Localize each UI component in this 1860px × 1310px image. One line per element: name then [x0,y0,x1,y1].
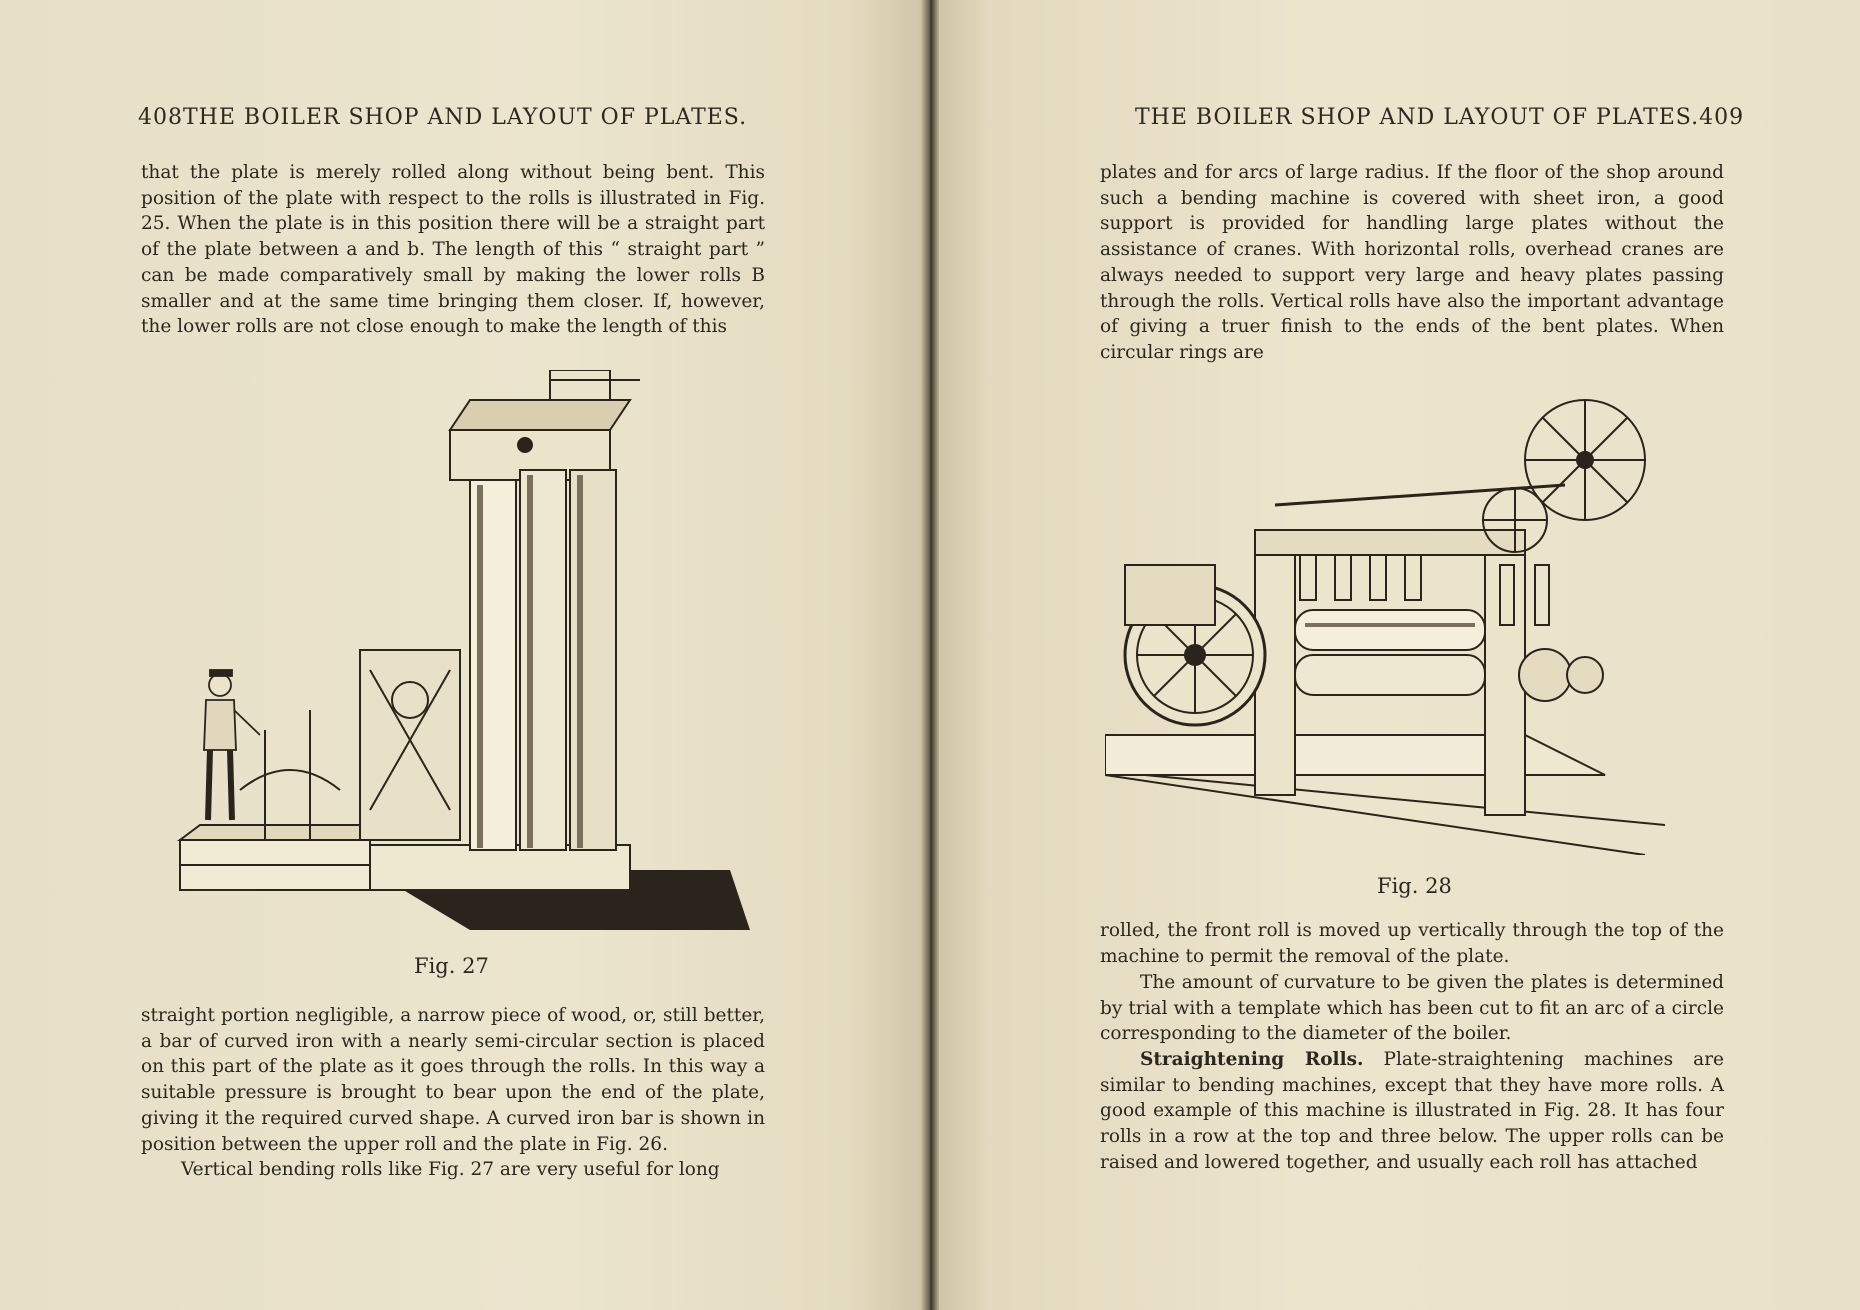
left-paragraph-bottom-1: straight portion negligible, a narrow piece of wood, or, still better, a bar of curved iron with a nearly semi-circular section is placed on this part of the plate as it goes through the rolls. In this way a suitable pressure is brought to bear upon the end of the plate, giving it the required curved shape. A curved iron bar is shown in position between the upper roll and the plate in Fig. 26. [141,1005,765,1155]
control-lever-arc [240,770,340,790]
roll-1 [470,480,516,850]
operator-arm [234,710,260,735]
top-gear-housing [550,370,610,400]
operator-head [209,674,231,696]
crosshead-top [450,400,630,430]
roll-3 [570,470,616,850]
upper-roll [1295,610,1485,650]
right-running-head: THE BOILER SHOP AND LAYOUT OF PLATES. [1135,105,1700,130]
top-beam [1255,530,1525,555]
roll-2 [520,470,566,850]
right-page-header [1135,105,1744,130]
right-paragraph-bottom-2 [1100,970,1724,1047]
platform-top [180,825,380,840]
right-paragraph-bottom-1: rolled, the front roll is moved up vertically through the top of the machine to permit the removal of the plate. [1100,920,1724,967]
operator-cap [210,670,232,676]
right-gear-2 [1567,657,1603,693]
handwheel-spokes [1525,400,1645,520]
right-paragraph-bottom-3-text: Plate-straightening machines are similar to bending machines, except that they have more rolls. A good example of this machine is illustrated in Fig. 28. It has four rolls in a row at the top and three below. The upper rolls can be raised and lowered together, and usually each roll has attached [1100,1049,1724,1173]
left-paragraph-bottom-2 [141,1157,765,1183]
bed-front [1105,735,1525,775]
left-page-number: 408 [138,105,183,130]
vertical-rolls-drawing [180,370,750,930]
right-page-number: 409 [1699,105,1745,130]
crosshead-bolt [518,438,532,452]
operator-figure [204,670,260,820]
book-gutter [921,0,939,1310]
fig-27-caption: Fig. 27 [414,954,489,978]
right-page [935,0,1860,1310]
fig-28-illustration [1105,355,1665,855]
right-paragraph-bottom-3 [1100,1047,1724,1176]
motor [1125,565,1215,625]
straightening-rolls-drawing [1105,400,1665,855]
left-page-header [138,105,747,130]
right-paragraph-top: plates and for arcs of large radius. If the floor of the shop around such a bending machine is covered with sheet iron, a good support is provided for handling large plates without the assistance of cranes. With horizontal rolls, overhead cranes are always needed to support very large and heavy plates passing through the rolls. Vertical rolls have also the important advantage of giving a truer finish to the ends of the bent plates. When circular rings are [1100,162,1724,363]
right-paragraph-bottom-2-text: The amount of curvature to be given the plates is determined by trial with a template which has been cut to fit an arc of a circle corresponding to the diameter of the boiler. [1100,972,1724,1045]
floor-line-2 [1145,775,1665,825]
left-running-head: THE BOILER SHOP AND LAYOUT OF PLATES. [183,105,748,130]
section-heading-straightening-rolls: Straightening Rolls. [1140,1049,1364,1070]
machine-base [370,845,630,890]
fig-28-caption: Fig. 28 [1377,874,1452,898]
fig-27-illustration [170,370,750,940]
right-gear [1519,649,1571,701]
lower-roll [1295,655,1485,695]
left-paragraph-top: that the plate is merely rolled along without being bent. This position of the plate with respect to the rolls is illustrated in Fig. 25. When the plate is in this position there will be a straight part of the plate between a and b. The length of this “ straight part ” can be made comparatively small by making the lower rolls B smaller and at the same time bringing them closer. If, however, the lower rolls are not close enough to make the length of this [141,162,765,338]
operator-leg-left [208,750,210,820]
operator-leg-right [230,750,232,820]
left-page [0,0,925,1310]
operator-torso [204,700,236,750]
roll-columns [470,470,616,850]
left-paragraph-bottom-2-text: Vertical bending rolls like Fig. 27 are very useful for long [181,1159,720,1180]
